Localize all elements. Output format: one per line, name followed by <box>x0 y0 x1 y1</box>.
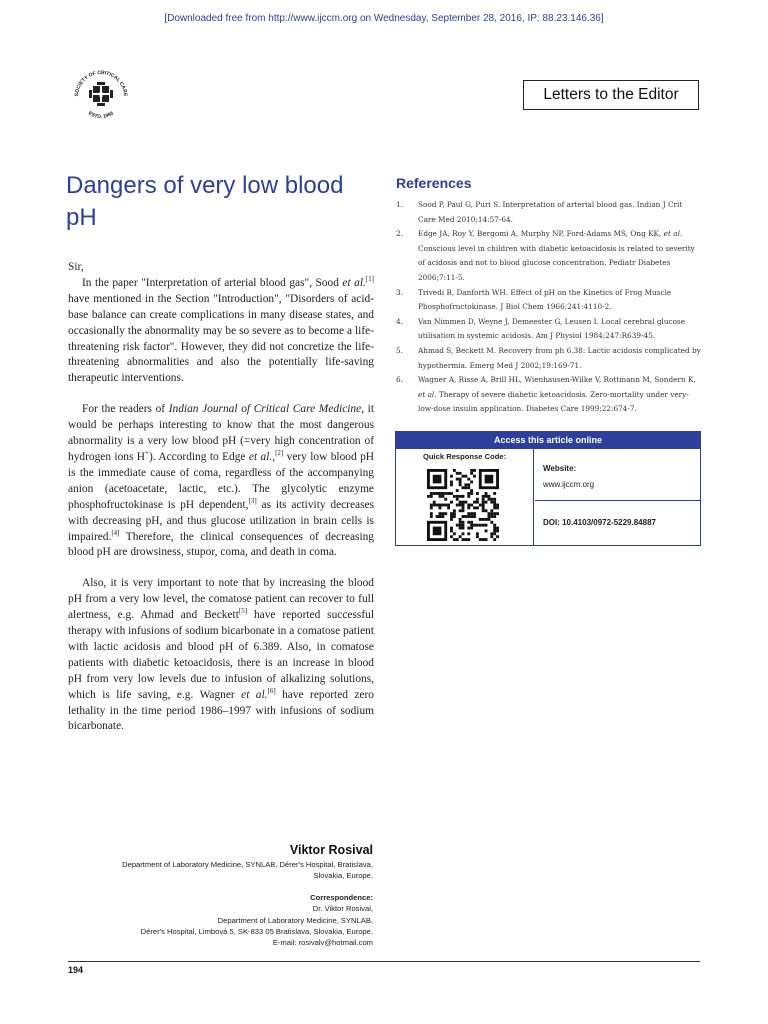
references-heading: References <box>396 175 472 191</box>
reference-item <box>396 344 701 373</box>
info-cell <box>535 449 700 545</box>
qr-code-icon[interactable] <box>426 469 500 541</box>
website-cell <box>535 449 700 501</box>
author-name: Viktor Rosival <box>289 843 373 857</box>
reference-item <box>396 315 701 344</box>
access-article-box <box>395 431 701 546</box>
correspondence-heading: Correspondence: <box>310 893 373 902</box>
reference-number: 4. <box>396 316 403 326</box>
affiliation-line: Slovakia, Europe. <box>313 871 373 881</box>
reference-number: 5. <box>396 345 403 355</box>
paragraph-3: Also, it is very important to note that by increasing the blood pH from a very low level, the comatose patient can recover to full alertness, e.g. Ahmad and Beckett[5] have reported successful therapy with infusions of sodium bicarbonate in a comatose patient with lactic acidosis and blood pH of 6.389. Also, in comatose patients with diabetic ketoacidosis, there is an increase in blood pH from very low levels due to infusion of alkalizing solutions, which is life saving, e.g. Wagner et al.[6] have reported zero lethality in the time period 1986–1997 with infusions of sodium bicarbonate. <box>68 577 374 733</box>
access-heading: Access this article online <box>396 432 700 449</box>
reference-number: 3. <box>396 287 403 297</box>
reference-item <box>396 227 701 285</box>
reference-item <box>396 373 701 417</box>
reference-item <box>396 198 701 227</box>
correspondence <box>70 892 373 948</box>
doi-text: DOI: 10.4103/0972-5229.84887 <box>543 518 656 527</box>
footer-divider <box>68 961 700 962</box>
reference-text: Trivedi B, Danforth WH. Effect of pH on the Kinetics of Frog Muscle Phosphofructokinase. J Biol Chem 1966;241:4110-2. <box>418 287 672 312</box>
reference-text: Van Nimmen D, Weyne J, Demeester G, Leusen I. Local cerebral glucose utilisation in systemic acidosis. Am J Physiol 1984;247:R639-45. <box>418 316 686 341</box>
website-label: Website: <box>543 464 577 473</box>
salutation: Sir, <box>68 261 84 273</box>
reference-text: Wagner A, Risse A, Brill HL, Wienhausen-Wilke V, Rottmann M, Sondern K, et al. Therapy of severe diabetic ketoacidosis. Zero-mortality under very-low-dose insulin application. Diabetes Care 1999;22:674-7. <box>418 375 696 414</box>
article-body <box>68 260 374 735</box>
reference-number: 2. <box>396 229 403 239</box>
correspondence-email[interactable]: E-mail: rosivalv@hotmail.com <box>272 938 373 948</box>
society-seal-icon <box>70 66 132 128</box>
paragraph-1: In the paper "Interpretation of arterial blood gas", Sood et al.[1] have mentioned in the Section "Introduction", "Disorders of acid-base balance can create complications in many disease states, and occasionally the abnormality may be so severe as to become a life-threatening risk factor". However, they did not concretize the life-threatening abnormalities and also the potentially life-saving therapeutic interventions. <box>68 275 374 385</box>
seal-text-top: SOCIETY OF CRITICAL CARE <box>73 69 129 97</box>
affiliation-line: Department of Laboratory Medicine, SYNLAB, Dérer's Hospital, Bratislava, <box>122 860 373 869</box>
author-affiliation <box>70 859 373 882</box>
qr-label: Quick Response Code: <box>423 452 507 461</box>
correspondence-line: Department of Laboratory Medicine, SYNLAB, <box>217 915 373 925</box>
reference-number: 6. <box>396 375 403 385</box>
reference-text: Sood P, Paul G, Puri S. Interpretation of arterial blood gas. Indian J Crit Care Med 2010;14:57-64. <box>418 200 683 224</box>
svg-text:ESTD. 1993 <box>87 110 115 120</box>
paragraph-2: For the readers of Indian Journal of Critical Care Medicine, it would be perhaps interesting to know that the most dangerous abnormality is a very low blood pH (=very high concentration of hydrogen ions H+). According to Edge et al.,[2] very low blood pH is the immediate cause of coma, regardless of the accompanying anion (acetoacetate, lactic, etc.). The glycolytic enzyme phosphofructokinase is pH dependent,[3] as its activity decreases with decreasing pH, and thus glucose utilization in brain cells is impaired.[4] Therefore, the clinical consequences of decreasing blood pH are drowsiness, stupor, coma, and death in coma. <box>68 403 375 559</box>
section-label: Letters to the Editor <box>523 80 699 110</box>
download-notice: [Downloaded free from http://www.ijccm.org on Wednesday, September 28, 2016, IP: 88.23.146.36] <box>164 13 604 24</box>
seal-text-bottom: ESTD. 1993 <box>87 110 115 121</box>
reference-number: 1. <box>396 200 403 209</box>
correspondence-line: Dr. Viktor Rosival, <box>312 904 373 914</box>
reference-item <box>396 286 701 315</box>
qr-cell <box>396 449 534 545</box>
reference-text: Ahmad S, Beckett M. Recovery from ph 6.38: Lactic acidosis complicated by hypothermia. Emerg Med J 2002;19:169-71. <box>418 345 701 370</box>
reference-text: Edge JA, Roy Y, Bergomi A, Murphy NP, Ford-Adams MS, Ong KK, et al. Conscious level in children with diabetic ketoacidosis is related to severity of acidosis and not to blood glucose concentration. Pediatr Diabetes 2006;7:11-5. <box>418 229 695 282</box>
page-number: 194 <box>68 965 84 975</box>
website-link[interactable]: www.ijccm.org <box>543 480 595 489</box>
reference-list <box>396 198 701 417</box>
correspondence-line: Dérer's Hospital, Limbová 5, SK-833 05 Bratislava, Slovakia, Europe. <box>140 926 373 936</box>
article-title: Dangers of very low blood pH <box>66 172 344 231</box>
